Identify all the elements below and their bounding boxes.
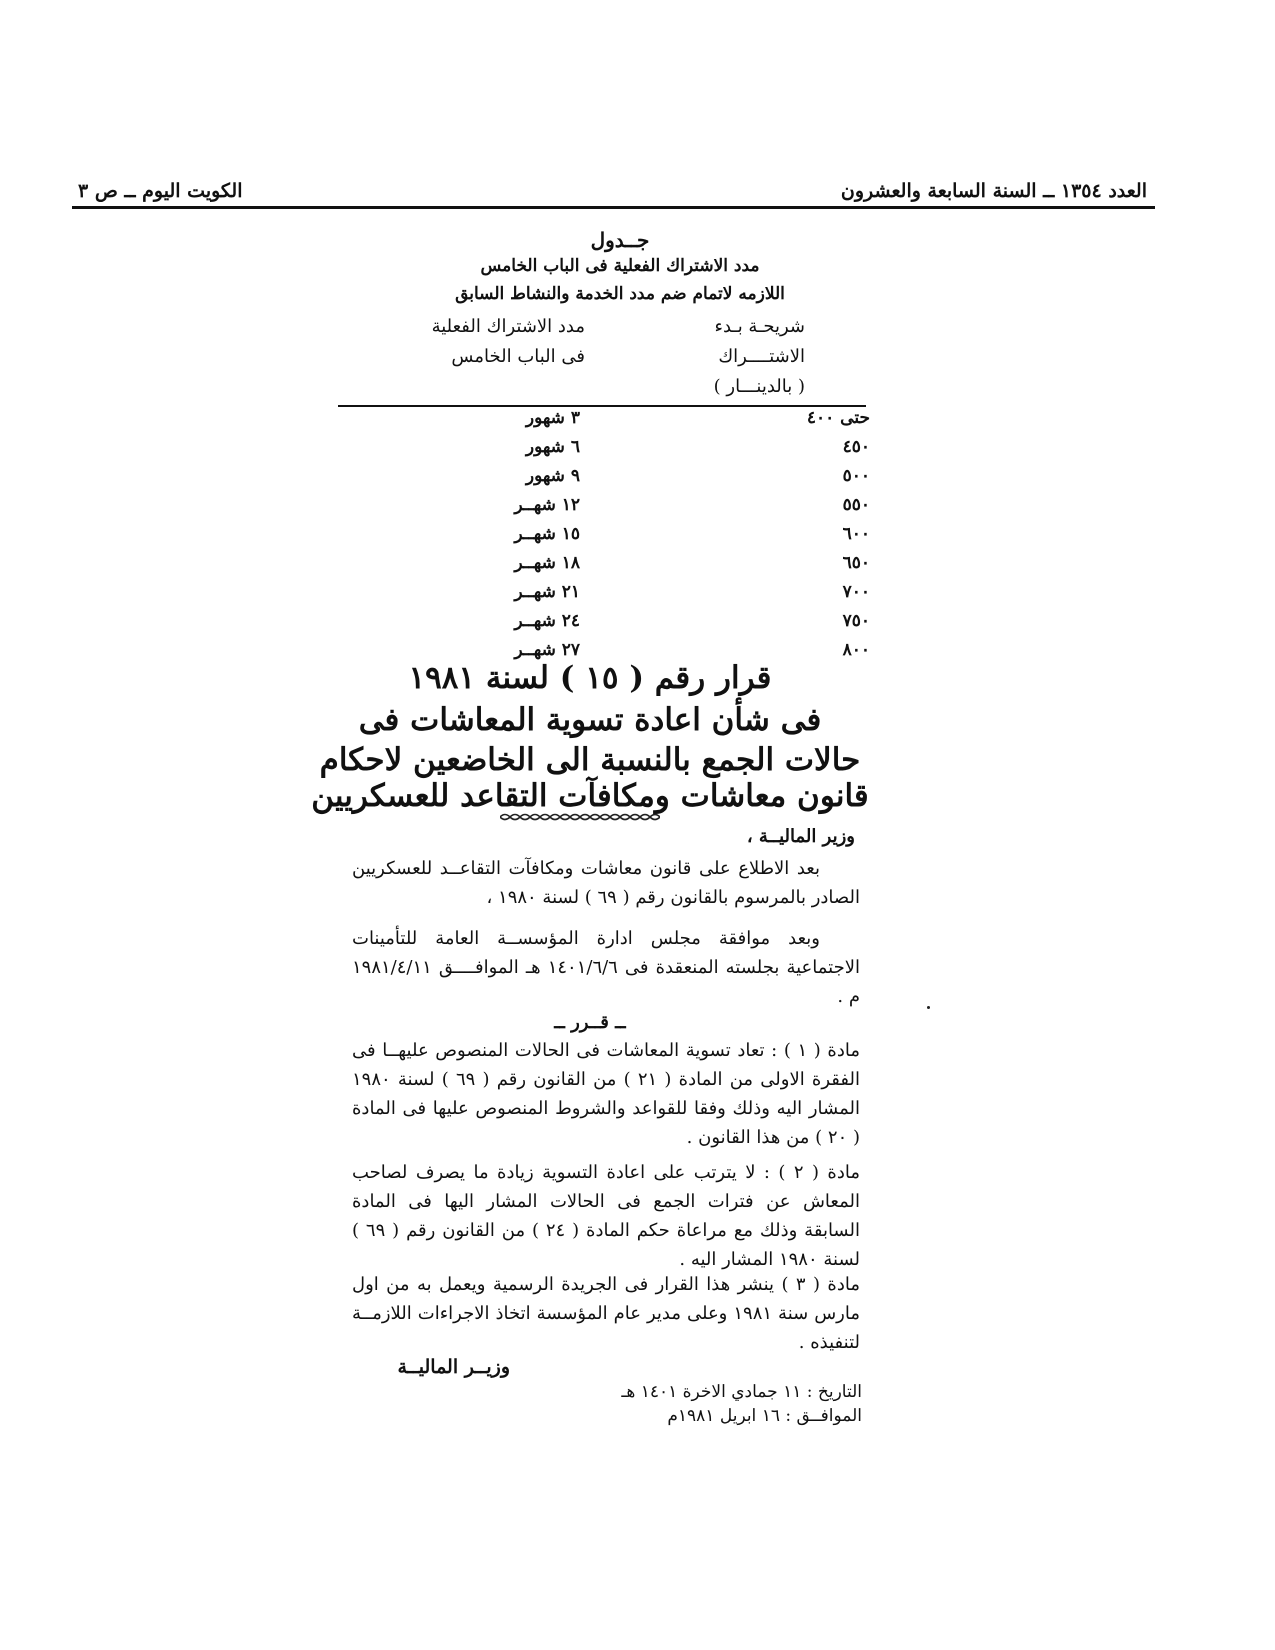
page-header: الكويت اليوم ــ ص ٣ [78,180,243,202]
decided-heading: ــ قــرر ــ [554,1012,626,1033]
table-title: جــدول [590,228,650,252]
column-header-band [714,312,805,402]
band-cell: ٧٥٠ [842,611,870,631]
period-cell: ١٨ شهــر [514,553,580,573]
table-row [470,607,870,636]
title-ornament [500,812,660,822]
date-gregorian: الموافــق : ١٦ ابريل ١٩٨١م [667,1406,862,1426]
preamble-paragraph: بعد الاطلاع على قانون معاشات ومكافآت التقاعــد للعسكريين الصادر بالمرسوم بالقانون رقم ( ٦٩ ) لسنة ١٩٨٠ ، [352,858,860,908]
period-cell: ٢١ شهــر [514,582,580,602]
table-row [470,462,870,491]
band-cell: ٨٠٠ [842,640,870,660]
period-cell: ١٢ شهــر [514,495,580,515]
period-cell: ٩ شهور [525,466,580,486]
band-cell: ٥٠٠ [842,466,870,486]
article-paragraph: مادة ( ٣ ) ينشر هذا القرار فى الجريدة الرسمية ويعمل به من اول مارس سنة ١٩٨١ وعلى مدير عام المؤسسة اتخاذ الاجراءات اللازمــة لتنفيذه . [352,1274,860,1353]
decree-title-line: قانون معاشات ومكافآت التقاعد للعسكريين [311,778,869,814]
signature-line: وزيــر الماليــة [397,1356,510,1378]
minister-label: وزير الماليــة ، [746,826,855,847]
article-paragraph: مادة ( ١ ) : تعاد تسوية المعاشات فى الحالات المنصوص عليهــا فى الفقرة الاولى من المادة ( ٢١ ) من القانون رقم ( ٦٩ ) لسنة ١٩٨٠ المشار اليه وذلك وفقا للقواعد والشروط المنصوص عليها فى المادة ( ٢٠ ) من هذا القانون . [352,1040,860,1148]
issue-header: العدد ١٣٥٤ ــ السنة السابعة والعشرون [840,180,1147,202]
table-row [470,433,870,462]
table-subtitle: اللازمه لاتمام ضم مدد الخدمة والنشاط السابق [455,284,785,304]
table-row [470,578,870,607]
period-cell: ٢٧ شهــر [514,640,580,660]
table-row [470,491,870,520]
decree-title-line: فى شأن اعادة تسوية المعاشات فى [358,702,822,738]
period-cell: ٢٤ شهــر [514,611,580,631]
band-cell: ٧٠٠ [842,582,870,602]
band-cell: ٦٠٠ [842,524,870,544]
column-header-line: شريحـة بـدء [714,316,805,337]
table-row [470,520,870,549]
table-body [470,404,870,665]
date-hijri: التاريخ : ١١ جمادي الاخرة ١٤٠١ هـ [621,1382,862,1402]
scan-speck [927,1006,930,1009]
table-subtitle: مدد الاشتراك الفعلية فى الباب الخامس [480,256,760,276]
column-header-period [432,312,585,372]
period-cell: ٣ شهور [525,408,580,428]
band-cell: ٥٥٠ [842,495,870,515]
preamble-paragraph: وبعد موافقة مجلس ادارة المؤسســة العامة للتأمينات الاجتماعية بجلسته المنعقدة فى ١٤٠١/٦/٦ هـ الموافــــق ١٩٨١/٤/١١ م . [352,928,860,1007]
column-header-line: فى الباب الخامس [451,346,585,367]
column-header-line: ( بالدينـــار ) [713,376,805,397]
table-row [470,549,870,578]
band-cell: حتى ٤٠٠ [806,408,870,428]
band-cell: ٤٥٠ [842,437,870,457]
table-row [470,404,870,433]
band-cell: ٦٥٠ [842,553,870,573]
decree-title: قرار رقم ( ١٥ ) لسنة ١٩٨١ [408,660,772,696]
period-cell: ١٥ شهــر [514,524,580,544]
header-divider [72,206,1155,209]
period-cell: ٦ شهور [525,437,580,457]
column-header-line: الاشتــــراك [718,346,805,367]
article-paragraph: مادة ( ٢ ) : لا يترتب على اعادة التسوية زيادة ما يصرف لصاحب المعاش عن فترات الجمع فى الحالات المشار اليها فى المادة السابقة وذلك مع مراعاة حكم المادة ( ٢٤ ) من القانون رقم ( ٦٩ ) لسنة ١٩٨٠ المشار اليه . [352,1162,860,1270]
decree-title-line: حالات الجمع بالنسبة الى الخاضعين لاحكام [319,742,861,778]
column-header-line: مدد الاشتراك الفعلية [431,316,585,337]
